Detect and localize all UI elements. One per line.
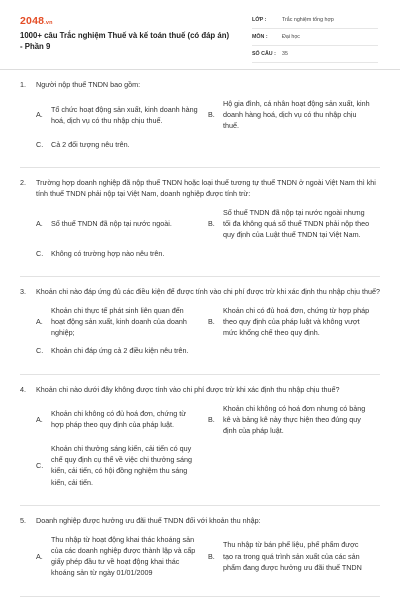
question-number: 3. [20, 286, 26, 296]
question-5 [20, 506, 380, 597]
question-number: 5. [20, 515, 26, 525]
option-a[interactable] [36, 305, 208, 338]
meta-value: Đại học [282, 33, 300, 40]
option-a[interactable] [36, 403, 208, 436]
meta-row-class [252, 12, 378, 29]
option-b[interactable] [208, 305, 380, 338]
option-a[interactable] [36, 534, 208, 579]
option-text: Số thuế TNDN đã nộp tại nước ngoài. [51, 219, 172, 229]
option-label: B. [208, 414, 215, 424]
option-text: Khoản chi thưởng sáng kiến, cải tiến có quy chế quy định cụ thể về việc chi thưởng sáng kiến, cải tiến, có hội đồng nghiệm thu sáng kiến, cải tiến. [51, 444, 192, 487]
option-text: Cả 2 đối tượng nêu trên. [51, 139, 130, 149]
question-text: Doanh nghiệp được hưởng ưu đãi thuế TNDN đối với khoản thu nhập: [36, 515, 261, 525]
question-1 [20, 70, 380, 168]
option-b[interactable] [208, 534, 380, 579]
question-number: 2. [20, 177, 26, 187]
question-list [0, 70, 400, 597]
option-label: A. [36, 110, 43, 120]
page-header [0, 0, 400, 70]
option-c[interactable] [36, 345, 380, 356]
option-label: C. [36, 248, 44, 258]
option-c[interactable] [36, 139, 380, 150]
option-text: Hộ gia đình, cá nhân hoạt động sản xuất, kinh doanh hàng hoá, dịch vụ có thu nhập chịu thuế. [223, 99, 370, 131]
question-4 [20, 375, 380, 506]
option-label: C. [36, 460, 44, 470]
option-c[interactable] [36, 248, 380, 259]
question-2 [20, 168, 380, 277]
option-text: Khoản chi không có hoá đơn nhưng có bảng kê và bảng kê này thực hiện theo đúng quy định của pháp luật. [223, 403, 366, 435]
option-text: Khoản chi không có đủ hoá đơn, chứng từ hợp pháp theo quy định của pháp luật. [51, 409, 187, 430]
option-text: Khoản chi có đủ hoá đơn, chứng từ hợp pháp theo quy định của pháp luật và không vượt mức khống chế theo quy định. [223, 305, 370, 338]
option-text: Tổ chức hoạt động sản xuất, kinh doanh hàng hoá, dịch vụ có thu nhập chịu thuế. [51, 104, 198, 125]
option-label: C. [36, 346, 44, 356]
option-text: Khoản chi thực tế phát sinh liên quan đến hoạt động sản xuất, kinh doanh của doanh nghiệp; [51, 305, 187, 338]
option-text: Không có trường hợp nào nêu trên. [51, 248, 165, 258]
option-text: Thu nhập từ bán phế liệu, phế phẩm được tạo ra trong quá trình sản xuất của các sản phẩm đang được hưởng ưu đãi thuế TNDN [223, 540, 362, 572]
meta-key: MÔN : [252, 33, 268, 40]
option-label: A. [36, 317, 43, 327]
option-label: A. [36, 219, 43, 229]
option-b[interactable] [208, 207, 380, 240]
option-label: A. [36, 551, 43, 561]
option-label: A. [36, 414, 43, 424]
meta-key: SỐ CÂU : [252, 50, 276, 57]
option-label: B. [208, 219, 215, 229]
option-c[interactable] [36, 443, 208, 488]
site-logo[interactable] [20, 13, 53, 29]
option-text: Số thuế TNDN đã nộp tại nước ngoài nhưng tối đa không quá số thuế TNDN phải nộp theo quy định của Luật thuế TNDN tại Việt Nam. [223, 208, 370, 240]
meta-row-subject [252, 29, 378, 46]
document-title: 1000+ câu Trắc nghiệm Thuế và kế toán thuế (có đáp án) - Phần 9 [20, 31, 230, 51]
question-number: 1. [20, 80, 26, 89]
option-a[interactable] [36, 98, 208, 131]
question-text: Người nộp thuế TNDN bao gồm: [36, 80, 141, 89]
option-b[interactable] [208, 98, 380, 131]
option-b[interactable] [208, 403, 380, 436]
logo-suffix: .vn [44, 20, 53, 26]
option-label: B. [208, 551, 215, 561]
question-text: Khoản chi nào đáp ứng đủ các điều kiện để được tính vào chi phí được trừ khi xác định thu nhập chịu thuế? [36, 286, 380, 296]
meta-key: LỚP : [252, 16, 267, 23]
option-a[interactable] [36, 207, 208, 240]
meta-row-count [252, 46, 378, 63]
logo-main: 2048 [20, 15, 45, 27]
option-text: Thu nhập từ hoạt động khai thác khoáng sản của các doanh nghiệp được thành lập và cấp giấy phép đầu tư về hoạt động khai thác khoáng sản từ ngày 01/01/2009 [51, 534, 196, 578]
meta-value: 35 [282, 50, 288, 57]
question-3 [20, 277, 380, 375]
option-label: B. [208, 110, 215, 120]
meta-table [252, 12, 378, 63]
option-label: C. [36, 139, 44, 149]
option-label: B. [208, 317, 215, 327]
question-text: Trường hợp doanh nghiệp đã nộp thuế TNDN hoặc loại thuế tương tự thuế TNDN ở ngoài Việt Nam thì khi tính thuế TNDN phải nộp tại Việt Nam, doanh nghiệp được tính trừ: [36, 177, 376, 198]
question-text: Khoản chi nào dưới đây không được tính vào chi phí được trừ khi xác định thu nhập chịu thuế? [36, 384, 340, 394]
question-number: 4. [20, 384, 26, 394]
meta-value: Trắc nghiệm tổng hợp [282, 16, 334, 23]
option-text: Khoản chi đáp ứng cả 2 điều kiện nêu trên. [51, 346, 189, 356]
